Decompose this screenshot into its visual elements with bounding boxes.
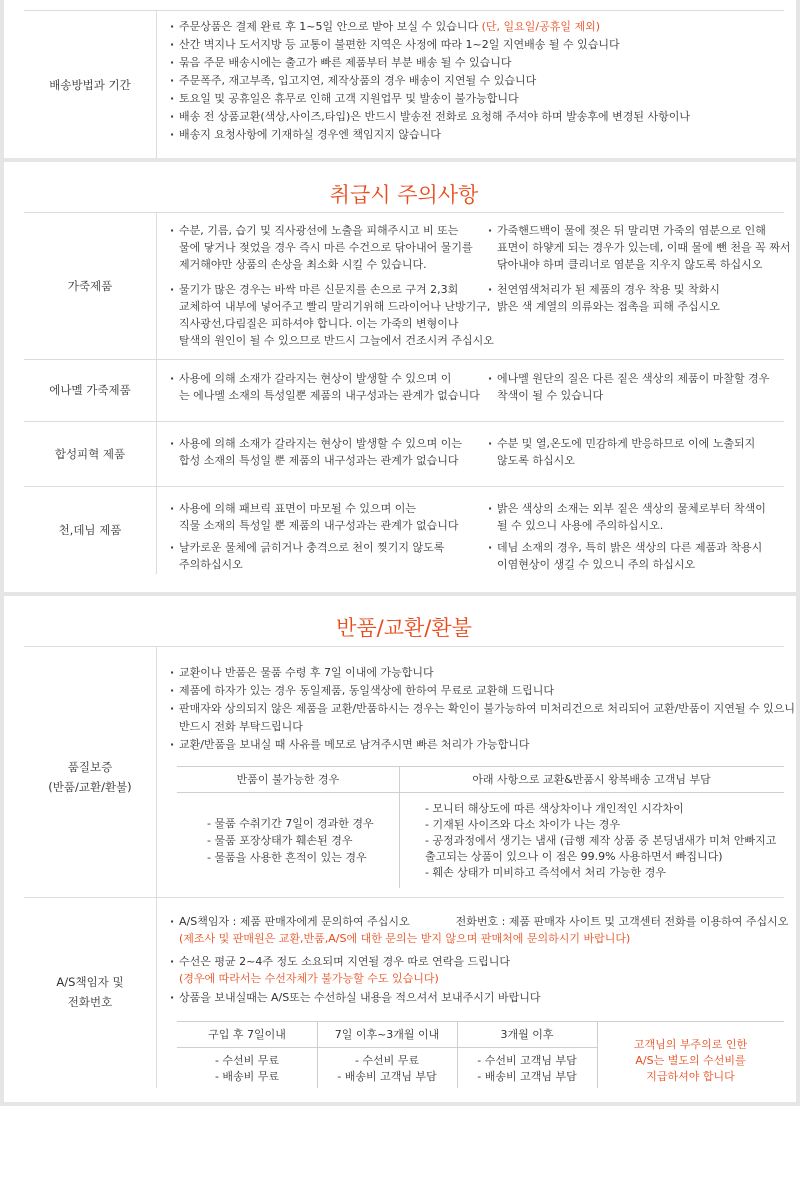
table-line: 지급하셔야 합니다	[646, 1070, 735, 1083]
table-line: 출고되는 상품이 있으나 이 점은 99.9% 사용하면서 빠집니다)	[425, 850, 723, 863]
care-section	[0, 162, 800, 592]
paragraph-line: · 천연염색처리가 된 제품의 경우 착용 및 착화시	[488, 281, 790, 298]
as-label: A/S책임자 및 전화번호	[56, 975, 124, 1009]
paragraph-line: 밝은 색 계열의 의류와는 접촉을 피해 주십시오	[497, 300, 720, 313]
paragraph-line: 될 수 있으니 사용에 주의하십시오.	[497, 519, 664, 532]
paragraph-line: 탈색의 원인이 될 수 있으므로 반드시 그늘에서 건조시켜 주십시오	[179, 334, 494, 347]
shipping-item: · 배송 전 상품교환(색상,사이즈,타입)은 반드시 발송전 전화로 요청해 주셔야 하며 발송후에 변경된 사항이나	[170, 108, 690, 126]
leather-row	[24, 212, 791, 360]
as-table	[177, 1021, 784, 1088]
table-line: - 기재된 사이즈와 다소 차이가 나는 경우	[425, 818, 620, 831]
fabric-left	[170, 500, 459, 573]
paragraph-line: 닦아내야 하며 클리너로 염분을 지우지 않도록 하십시오	[497, 258, 763, 271]
paragraph-line: 주의하십시오	[179, 558, 243, 571]
table-line: - 수선비 고객님 부담	[477, 1054, 577, 1067]
paragraph-line: 는 에나멜 소재의 특성일뿐 제품의 내구성과는 관계가 없습니다	[179, 389, 480, 402]
paragraph-line: 직물 소재의 특성일 뿐 제품의 내구성과는 관계가 없습니다	[179, 519, 459, 532]
paragraph-line: 합성 소재의 특성일 뿐 제품의 내구성과는 관계가 없습니다	[179, 454, 459, 467]
paragraph-line: 이염현상이 생길 수 있으니 주의 하십시오	[497, 558, 696, 571]
as-table-c2	[317, 1053, 457, 1085]
paragraph-line: · 수분 및 열,온도에 민감하게 반응하므로 이에 노출되지	[488, 435, 755, 452]
quality-table	[177, 766, 784, 888]
quality-row	[24, 646, 796, 898]
synthetic-label: 합성피혁 제품	[54, 446, 126, 461]
as-table-c1	[177, 1053, 317, 1085]
synthetic-row	[24, 421, 784, 487]
paragraph-line: 직사광선,다림질은 피하셔야 합니다. 이는 가죽의 변형이나	[179, 317, 459, 330]
shipping-list	[170, 18, 690, 144]
table-line: - 배송비 무료	[214, 1070, 280, 1083]
as-table-h1: 구입 후 7일이내	[208, 1028, 286, 1041]
paragraph-line: 물에 닿거나 젖었을 경우 즉시 마른 수건으로 닦아내어 물기를	[179, 241, 473, 254]
as-table-note	[597, 1037, 784, 1085]
shipping-item: · 산간 벽지나 도서지방 등 교통이 불편한 지역은 사정에 따라 1~2일 지연배송 될 수 있습니다	[170, 36, 690, 54]
top-partial-text	[24, 0, 784, 2]
quality-table-right	[425, 801, 784, 881]
table-line: - 모니터 해상도에 따른 색상차이나 개인적인 시각차이	[425, 802, 684, 815]
as-table-h2: 7일 이후~3개월 이내	[334, 1028, 440, 1041]
table-line: - 배송비 고객님 부담	[337, 1070, 437, 1083]
paragraph-line: 않도록 하십시오	[497, 454, 575, 467]
shipping-item: · 토요일 및 공휴일은 휴무로 인해 고객 지원업무 및 발송이 불가능합니다	[170, 90, 690, 108]
shipping-item: · 주문상품은 결제 완료 후 1~5일 안으로 받아 보실 수 있습니다 (단, 일요일/공휴일 제외)	[170, 18, 690, 36]
enamel-right	[488, 370, 769, 404]
table-line: A/S는 별도의 수선비를	[635, 1054, 746, 1067]
fabric-right	[488, 500, 766, 573]
enamel-left	[170, 370, 480, 404]
paragraph-line: · 날카로운 물체에 긁히거나 충격으로 천이 찢기지 않도록	[170, 539, 459, 556]
shipping-item: · 주문폭주, 재고부족, 입고지연, 제작상품의 경우 배송이 지연될 수 있습니다	[170, 72, 690, 90]
leather-left	[170, 222, 494, 349]
quality-table-head-left: 반품이 불가능한 경우	[236, 773, 340, 786]
paragraph-line: 제거해야만 상품의 손상을 최소화 시킬 수 있습니다.	[179, 258, 427, 271]
table-line: - 배송비 고객님 부담	[477, 1070, 577, 1083]
shipping-item: · 묶음 주문 배송시에는 출고가 빠른 제품부터 부분 배송 될 수 있습니다	[170, 54, 690, 72]
as-list: · A/S책임자 : 제품 판매자에게 문의하여 주십시오 전화번호 : 제품 판매자 사이트 및 고객센터 전화를 이용하여 주십시오 (제조사 및 판매원은 교환,반품,A/S에 대한 문의는 받지 않으며 판매처에 문의하시기 바랍니다) · 수선은 평균 2~4주 정도 소요되며 지연될 경우 따로 연락을 드립니다 (경우에 따라서는 수선자체가 불가능할 수도 있습니다) · 상품을 보내실때는 A/S또는 수선하실 내용을 적으셔서 보내주시기 바랍니다	[170, 913, 788, 1006]
shipping-item: · 배송지 요청사항에 기재하실 경우엔 책임지지 않습니다	[170, 126, 690, 144]
care-title: 취급시 주의사항	[329, 183, 479, 207]
table-line: - 물품을 사용한 흔적이 있는 경우	[207, 851, 367, 864]
quality-list: · 교환이나 반품은 물품 수령 후 7일 이내에 가능합니다 · 제품에 하자가 있는 경우 동일제품, 동일색상에 한하여 무료로 교환해 드립니다 · 판매자와 상의되지 않은 제품을 교환/반품하시는 경우는 확인이 불가능하여 미처리건으로 처리되어 교환/반품이 지연될 수 있으니 반드시 전화 부탁드립니다 · 교환/반품을 보내실 때 사유를 메모로 남겨주시면 빠른 처리가 가능합니다	[170, 664, 795, 754]
enamel-row	[24, 358, 784, 422]
paragraph-line: 착색이 될 수 있습니다	[497, 389, 604, 402]
returns-title: 반품/교환/환불	[336, 616, 472, 640]
quality-table-head-right: 아래 사항으로 교환&반품시 왕복배송 고객님 부담	[472, 773, 711, 786]
leather-label: 가죽제품	[67, 279, 113, 293]
paragraph-line: · 에나멜 원단의 질은 다른 짙은 색상의 제품이 마찰할 경우	[488, 370, 769, 387]
as-table-h3: 3개월 이후	[500, 1028, 554, 1041]
table-line: - 수선비 무료	[214, 1054, 280, 1067]
fabric-label: 천,데님 제품	[58, 523, 122, 537]
table-line: - 수선비 무료	[354, 1054, 420, 1067]
paragraph-line: · 사용에 의해 패브릭 표면이 마모될 수 있으며 이는	[170, 500, 459, 517]
paragraph-line: · 가죽핸드백이 물에 젖은 뒤 말리면 가죽의 염분으로 인해	[488, 222, 790, 239]
table-line: - 공정과정에서 생기는 냄새 (급행 제작 상품 중 본딩냄새가 미쳐 안빠지고	[425, 834, 777, 847]
paragraph-line: · 데님 소재의 경우, 특히 밝은 색상의 다른 제품과 착용시	[488, 539, 766, 556]
returns-section	[0, 596, 800, 1106]
table-line: - 물품 수취기간 7일이 경과한 경우	[207, 817, 374, 830]
leather-right	[488, 222, 790, 315]
synthetic-right	[488, 435, 755, 469]
shipping-label: 배송방법과 기간	[49, 78, 131, 92]
as-table-c3	[457, 1053, 597, 1085]
paragraph-line: · 수분, 기름, 습기 및 직사광선에 노출을 피해주시고 비 또는	[170, 222, 494, 239]
paragraph-line: · 사용에 의해 소재가 갈라지는 현상이 발생할 수 있으며 이는	[170, 435, 462, 452]
paragraph-line: · 밝은 색상의 소재는 외부 짙은 색상의 물체로부터 착색이	[488, 500, 766, 517]
paragraph-line: 교체하여 내부에 넣어주고 빨리 말리기위해 드라이어나 난방기구,	[179, 300, 491, 313]
as-row	[24, 896, 789, 1088]
paragraph-line: 표면이 하얗게 되는 경우가 있는데, 이때 물에 뺀 천을 꼭 짜서	[497, 241, 791, 254]
table-line: - 훼손 상태가 미비하고 즉석에서 처리 가능한 경우	[425, 866, 666, 879]
table-line: 고객님의 부주의로 인한	[633, 1038, 748, 1051]
synthetic-left	[170, 435, 462, 469]
shipping-section	[0, 0, 800, 158]
quality-table-left	[177, 815, 399, 866]
quality-label: 품질보증 (반품/교환/환불)	[48, 760, 132, 794]
table-line: - 물품 포장상태가 훼손된 경우	[207, 834, 353, 847]
shipping-row	[24, 10, 784, 159]
enamel-label: 에나멜 가죽제품	[49, 382, 131, 397]
fabric-row	[24, 486, 784, 574]
paragraph-line: · 물기가 많은 경우는 바싹 마른 신문지를 손으로 구겨 2,3회	[170, 281, 494, 298]
paragraph-line: · 사용에 의해 소재가 갈라지는 현상이 발생할 수 있으며 이	[170, 370, 480, 387]
